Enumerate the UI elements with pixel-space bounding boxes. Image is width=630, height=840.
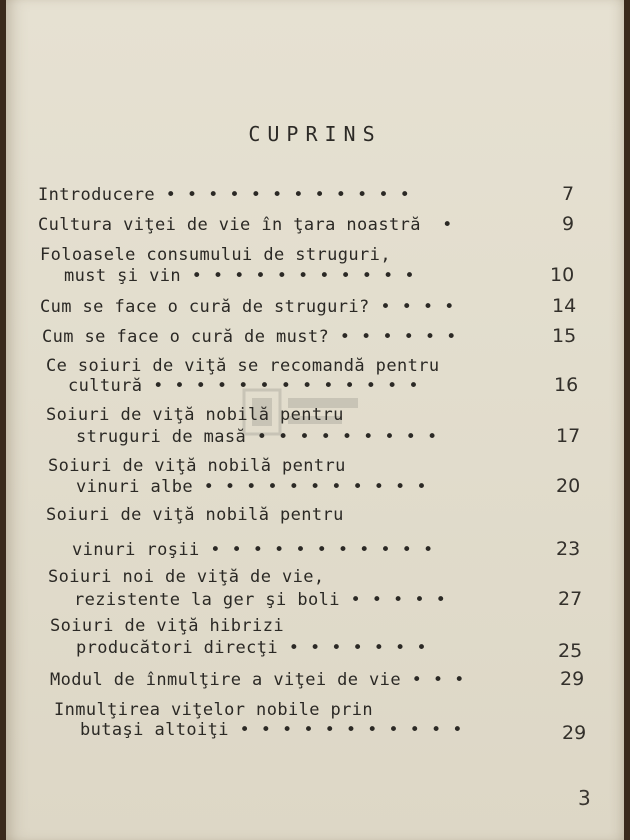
toc-page-number: 7 (562, 183, 575, 205)
toc-page-number: 27 (558, 588, 583, 610)
toc-entry-text: rezistente la ger şi boli • • • • • (74, 590, 447, 610)
table-of-contents (6, 0, 624, 840)
toc-page-number: 20 (556, 475, 581, 497)
toc-entry-text: Ce soiuri de viţă se recomandă pentru (46, 356, 440, 376)
page-title: CUPRINS (248, 122, 382, 146)
toc-entry-text: Soiuri de viţă nobilă pentru (46, 405, 344, 425)
toc-entry-text: struguri de masă • • • • • • • • • (76, 427, 438, 447)
toc-entry-text: Soiuri de viţă hibrizi (50, 616, 284, 636)
toc-entry-text: producători direcţi • • • • • • • (76, 638, 427, 658)
toc-page-number: 10 (550, 264, 575, 286)
toc-entry-text: Inmulţirea viţelor nobile prin (54, 700, 374, 720)
toc-page-number: 14 (552, 295, 577, 317)
toc-entry-text: must şi vin • • • • • • • • • • • (64, 266, 415, 286)
toc-page-number: 23 (556, 538, 581, 560)
toc-entry-text: Modul de înmulţire a viţei de vie • • • (50, 670, 465, 690)
toc-entry-text: vinuri roşii • • • • • • • • • • • (72, 540, 434, 560)
toc-page-number: 29 (560, 668, 585, 690)
toc-entry-text: Soiuri de viţă nobilă pentru (46, 505, 344, 525)
toc-entry-text: Introducere • • • • • • • • • • • • (38, 185, 411, 205)
toc-entry-text: cultură • • • • • • • • • • • • • (68, 376, 419, 396)
toc-entry-text: vinuri albe • • • • • • • • • • • (76, 477, 427, 497)
toc-entry-text: Cultura viţei de vie în ţara noastră • (38, 215, 453, 235)
toc-page-number: 29 (562, 722, 587, 744)
toc-entry-text: butaşi altoiţi • • • • • • • • • • • (80, 720, 463, 740)
toc-entry-text: Foloasele consumului de struguri, (40, 245, 391, 265)
toc-page-number: 15 (552, 325, 577, 347)
toc-page-number: 9 (562, 213, 575, 235)
toc-entry-text: Soiuri de viţă nobilă pentru (48, 456, 346, 476)
toc-entry-text: Cum se face o cură de struguri? • • • • (40, 297, 455, 317)
page-number: 3 (578, 786, 591, 810)
toc-page-number: 25 (558, 640, 583, 662)
toc-entry-text: Cum se face o cură de must? • • • • • • (42, 327, 457, 347)
toc-entry-text: Soiuri noi de viţă de vie, (48, 567, 325, 587)
toc-page-number: 16 (554, 374, 579, 396)
book-page (6, 0, 624, 840)
toc-page-number: 17 (556, 425, 581, 447)
